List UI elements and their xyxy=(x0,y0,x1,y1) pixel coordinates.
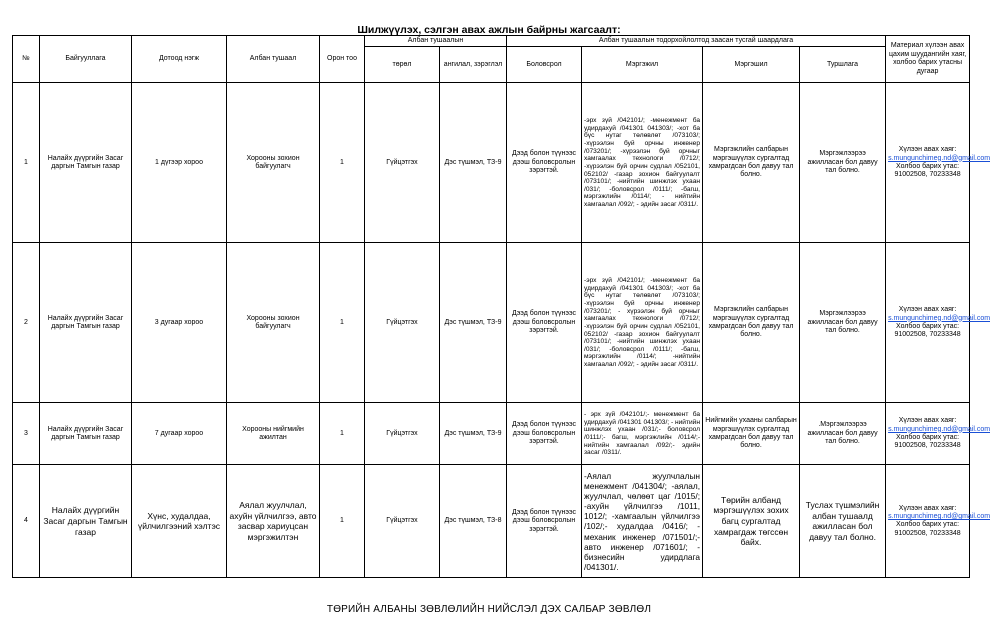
header-type: төрөл xyxy=(365,47,440,83)
cell-org: Налайх дүүргийн Засаг даргын Тамгын газар xyxy=(40,403,132,465)
cell-skills: Нийгмийн ухааны салбарын мэргэшүүлэх сургалтад хамрагдсан бол давуу тал болно. xyxy=(703,403,800,465)
contact-label: Хүлээн авах хаяг: xyxy=(898,417,957,425)
table-row xyxy=(13,403,970,465)
header-profession: Мэргэжил xyxy=(582,47,703,83)
cell-education: Дээд болон түүнээс дээш боловсролын зэрэгтэй. xyxy=(507,465,582,578)
header-no: № xyxy=(13,36,40,83)
cell-position: Аялал жуулчлал, ахуйн үйлчилгээ, авто засвар хариуцсан мэргэжилтэн xyxy=(227,465,320,578)
cell-profession: -эрх зүй /042101/; -менежмент ба удирдахуй /041301 041303/; -хот ба бүс нутаг төлөвлөт /073103/; -хүрээлэн буй орчны инженер /073201/; - хүрээлэн буй орчныг хамгаалах технологи /0712/; -хүрээлэн буй орчин судлал /052101, 052102/ -газар зохион байгуулалт /073101/; -нийтийн шинжлэх ухаан /031/; -боловсрол /0111/; -багш, мэргэжлийн /0114/; -нийтийн хамгаалал /092/; - эдийн засаг /0311/. xyxy=(582,243,703,403)
cell-position: Хорооны нийгмийн ажилтан xyxy=(227,403,320,465)
cell-type: Гүйцэтгэх xyxy=(365,465,440,578)
email-link[interactable]: s.mungunchimeg.nd@gmail.com xyxy=(888,154,990,162)
header-rank: ангилал, зэрэглэл xyxy=(440,47,507,83)
contact-label: Хүлээн авах хаяг: xyxy=(898,306,957,314)
cell-contact xyxy=(886,465,990,578)
header-count: Орон тоо xyxy=(320,36,365,83)
header-org: Байгууллага xyxy=(40,36,132,83)
cell-education: Дээд болон түүнээс дээш боловсролын зэрэгтэй. xyxy=(507,243,582,403)
email-link[interactable]: s.mungunchimeg.nd@gmail.com xyxy=(888,513,990,520)
cell-no: 2 xyxy=(13,243,40,403)
cell-rank: Дэс түшмэл, ТЗ-8 xyxy=(440,465,507,578)
cell-experience: .Мэргэжлээрээ ажилласан бол давуу тал болно. xyxy=(800,403,886,465)
cell-profession: -Аялал жуулчлалын менежмент /041304/; -аялал, жуулчлал, чөлөөт цаг /1015/; -ахуйн үйлчилгээ /1011, 1012/; -хамгаалын үйлчилгээ /102/;- худалдаа /0416/; - механик инженер /071501/;- авто инженер /071601/; - бизнесийн удирдлага /041301/. xyxy=(582,465,703,578)
cell-count: 1 xyxy=(320,403,365,465)
cell-org: Налайх дүүргийн Засаг даргын Тамгын газар xyxy=(40,243,132,403)
cell-experience: Мэргэжлээрээ ажилласан бол давуу тал болно. xyxy=(800,83,886,243)
cell-count: 1 xyxy=(320,83,365,243)
cell-position: Хорооны зохион байгуулагч xyxy=(227,83,320,243)
header-unit: Дотоод нэгж xyxy=(132,36,227,83)
footer-organization: ТӨРИЙН АЛБАНЫ ЗӨВЛӨЛИЙН НИЙСЛЭЛ ДЭХ САЛБАР ЗӨВЛӨЛ xyxy=(326,604,652,615)
cell-count: 1 xyxy=(320,465,365,578)
contact-phone: Холбоо барих утас: 91002508, 70233348 xyxy=(894,521,961,537)
cell-rank: Дэс түшмэл, ТЗ-9 xyxy=(440,83,507,243)
header-materials: Материал хүлээн авах цахим шуудангийн хаяг, холбоо барих утасны дугаар xyxy=(886,36,970,83)
cell-unit: 1 дүгээр хороо xyxy=(132,83,227,243)
contact-label: Хүлээн авах хаяг: xyxy=(898,146,957,154)
header-position: Албан тушаал xyxy=(227,36,320,83)
cell-rank: Дэс түшмэл, ТЗ-9 xyxy=(440,243,507,403)
cell-profession: - эрх зүй /042101/;- менежмент ба удирдахуй /041301 041303/; - нийтийн шинжлэх ухаан /031/;- боловсрол /0111/;- багш, мэргэжлийн /0114/;- нийтийн хамгаалал /092/;- эдийн засаг /0311/. xyxy=(582,403,703,465)
header-skills: Мэргэшил xyxy=(703,47,800,83)
cell-contact xyxy=(886,243,990,403)
cell-type: Гүйцэтгэх xyxy=(365,243,440,403)
cell-rank: Дэс түшмэл, ТЗ-9 xyxy=(440,403,507,465)
cell-unit: Хүнс, худалдаа, үйлчилгээний хэлтэс xyxy=(132,465,227,578)
cell-type: Гүйцэтгэх xyxy=(365,403,440,465)
cell-education: Дээд болон түүнээс дээш боловсролын зэрэгтэй. xyxy=(507,83,582,243)
cell-contact xyxy=(886,83,990,243)
cell-skills: Төрийн албанд мэргэшүүлэх зохих багц сургалтад хамрагдаж төгссөн байх. xyxy=(703,465,800,578)
email-link[interactable]: s.mungunchimeg.nd@gmail.com xyxy=(888,314,990,322)
table-row xyxy=(13,83,970,243)
cell-count: 1 xyxy=(320,243,365,403)
contact-phone: Холбоо барих утас: 91002508, 70233348 xyxy=(894,322,961,339)
table-row xyxy=(13,465,970,578)
cell-no: 4 xyxy=(13,465,40,578)
cell-org: Налайх дүүргийн Засаг даргын Тамгын газар xyxy=(40,465,132,578)
cell-experience: Туслах түшмэлийн албан тушаалд ажилласан бол давуу тал болно. xyxy=(800,465,886,578)
cell-unit: 7 дугаар хороо xyxy=(132,403,227,465)
cell-experience: Мэргэжлээрээ ажилласан бол давуу тал болно. xyxy=(800,243,886,403)
contact-phone: Холбоо барих утас: 91002508, 70233348 xyxy=(894,433,961,450)
cell-type: Гүйцэтгэх xyxy=(365,83,440,243)
cell-education: Дээд болон түүнээс дээш боловсролын зэрэгтэй. xyxy=(507,403,582,465)
cell-unit: 3 дугаар хороо xyxy=(132,243,227,403)
cell-skills: Мэргэжлийн салбарын мэргэшүүлэх сургалтад хамрагдсан бол давуу тал болно. xyxy=(703,243,800,403)
header-experience: Туршлага xyxy=(800,47,886,83)
contact-phone: Холбоо барих утас: 91002508, 70233348 xyxy=(894,162,961,179)
table-row xyxy=(13,243,970,403)
page-title: Шилжүүлэх, сэлгэн авах ажлын байрны жагсаалт: xyxy=(357,24,621,36)
email-link[interactable]: s.mungunchimeg.nd@gmail.com xyxy=(888,425,990,433)
cell-position: Хорооны зохион байгуулагч xyxy=(227,243,320,403)
header-education: Боловсрол xyxy=(507,47,582,83)
cell-org: Налайх дүүргийн Засаг даргын Тамгын газар xyxy=(40,83,132,243)
cell-profession: -эрх зүй /042101/; -менежмент ба удирдахуй /041301 041303/; -хот ба бүс нутаг төлөвлөт /073103/; -хүрээлэн буй орчны инженер /073201/; -хүрээлэн буй орчныг хамгаалах технологи /0712/; -хүрээлэн буй орчин судлал /052101, 052102/ -газар зохион байгуулалт /073101/; -нийтийн шинжлэх ухаан /031/; -боловсрол /0111/; -багш, мэргэжлийн /0114/; - нийтийн хамгаалал /092/; - эдийн засаг /0311/. xyxy=(582,83,703,243)
contact-label: Хүлээн авах хаяг: xyxy=(898,504,957,512)
cell-no: 3 xyxy=(13,403,40,465)
vacancy-table xyxy=(12,35,990,578)
cell-no: 1 xyxy=(13,83,40,243)
cell-contact xyxy=(886,403,990,465)
header-group-position: Албан тушаалын xyxy=(365,36,507,47)
cell-skills: Мэргэжлийн салбарын мэргэшүүлэх сургалтад хамрагдсан бол давуу тал болно. xyxy=(703,83,800,243)
header-group-requirements: Албан тушаалын тодорхойлолтод заасан тусгай шаардлага xyxy=(507,36,886,47)
